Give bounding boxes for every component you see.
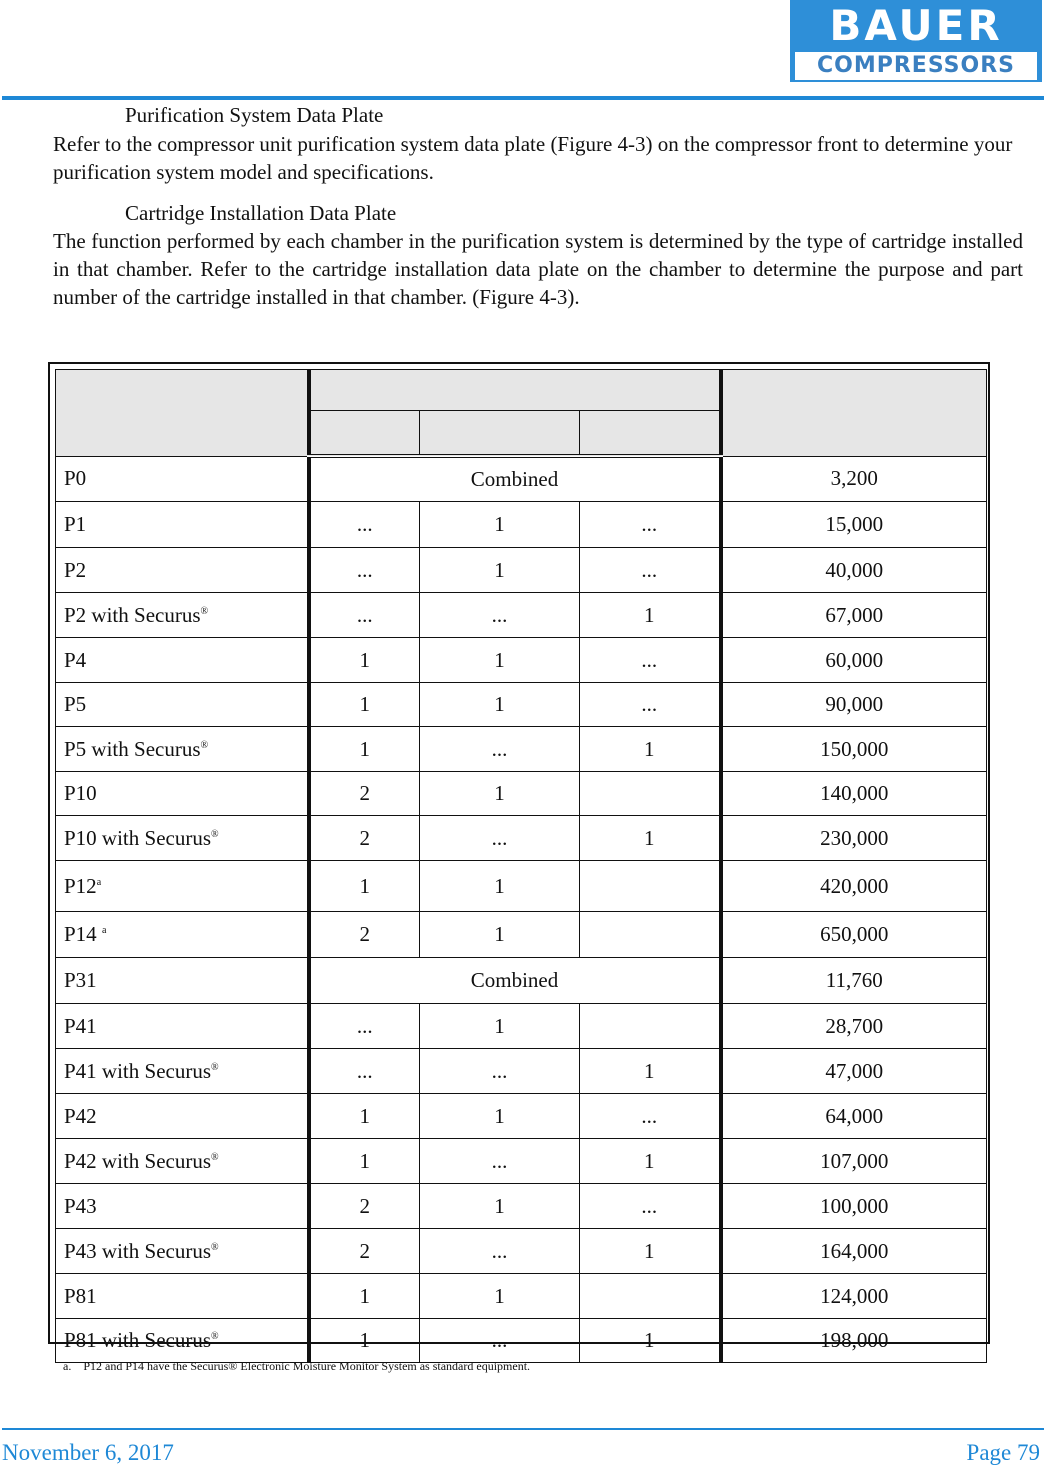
purifier-table (55, 369, 987, 1363)
value-cell: 164,000 (721, 1229, 987, 1274)
chamber-3-cell: 1 (580, 1049, 721, 1094)
chamber-3-cell: ... (580, 548, 721, 593)
page-number: Page 79 (966, 1440, 1040, 1465)
model-name: P5 with Securus (64, 736, 201, 761)
model-cell (56, 1274, 309, 1319)
header-cell (420, 411, 580, 457)
table-row (56, 683, 987, 727)
chamber-3-cell (580, 912, 721, 958)
chamber-3-cell: 1 (580, 1319, 721, 1363)
chamber-1-cell: 1 (309, 1274, 420, 1319)
header-cell (309, 370, 721, 411)
table-row (56, 1004, 987, 1049)
value-cell: 107,000 (721, 1139, 987, 1184)
chamber-1-cell: 1 (309, 727, 420, 772)
chamber-3-cell (580, 861, 721, 912)
model-cell (56, 548, 309, 593)
model-sup: ® (211, 1331, 219, 1342)
chamber-2-cell: 1 (420, 772, 580, 816)
model-sup: ® (211, 1061, 219, 1073)
chamber-2-cell: 1 (420, 861, 580, 912)
table-row (56, 772, 987, 816)
model-cell (56, 683, 309, 727)
chamber-1-cell: ... (309, 1049, 420, 1094)
model-sup: ® (211, 1241, 219, 1253)
table-row (56, 502, 987, 548)
table-row (56, 1094, 987, 1139)
value-cell: 60,000 (721, 638, 987, 683)
model-sup: ® (211, 1151, 219, 1163)
chamber-3-cell: ... (580, 638, 721, 683)
value-cell: 47,000 (721, 1049, 987, 1094)
chamber-3-cell: 1 (580, 1139, 721, 1184)
value-cell: 67,000 (721, 593, 987, 638)
model-name: P43 (64, 1193, 97, 1218)
model-name: P10 with Securus (64, 825, 211, 850)
table-row (56, 1229, 987, 1274)
model-name: P14 (64, 922, 102, 946)
chamber-3-cell: ... (580, 683, 721, 727)
value-cell: 100,000 (721, 1184, 987, 1229)
footnote-text: P12 and P14 have the Securus® Electronic Moisture Monitor System as standard equipment. (83, 1359, 531, 1373)
value-cell: 3,200 (721, 456, 987, 502)
model-name: P2 with Securus (64, 602, 201, 627)
value-cell: 124,000 (721, 1274, 987, 1319)
chamber-2-cell: ... (420, 1049, 580, 1094)
chamber-2-cell: 1 (420, 502, 580, 548)
model-cell (56, 593, 309, 638)
model-name: P2 (64, 557, 87, 582)
header-cell (309, 411, 420, 457)
model-cell (56, 502, 309, 548)
model-cell (56, 1229, 309, 1274)
chamber-1-cell: 1 (309, 683, 420, 727)
chamber-3-cell (580, 1274, 721, 1319)
model-name: P12 (64, 873, 97, 898)
table-row (56, 1139, 987, 1184)
chamber-1-cell: 2 (309, 816, 420, 861)
footer-rule (2, 1428, 1044, 1430)
header-rule (2, 96, 1044, 100)
model-cell (56, 772, 309, 816)
chamber-1-cell: 1 (309, 861, 420, 912)
table-row (56, 548, 987, 593)
model-cell (56, 1139, 309, 1184)
model-cell (56, 1004, 309, 1049)
chamber-1-cell: 1 (309, 1319, 420, 1363)
chamber-1-cell: 2 (309, 912, 420, 958)
header-cell (580, 411, 721, 457)
chamber-1-cell: 2 (309, 772, 420, 816)
chamber-2-cell: ... (420, 816, 580, 861)
table-row (56, 593, 987, 638)
table-row (56, 816, 987, 861)
model-sup: ® (211, 828, 219, 840)
model-sup: a (101, 925, 107, 936)
logo-text: BAUER (829, 1, 1003, 50)
value-cell: 90,000 (721, 683, 987, 727)
section-body: The function performed by each chamber in the purification system is determined by the type of cartridge installed in that chamber. Refer to the cartridge installation data plate on the chamber to determine the purpose and part number of the cartridge installed in that chamber. (Figure 4-3). (53, 229, 1023, 309)
value-cell: 140,000 (721, 772, 987, 816)
value-cell: 15,000 (721, 502, 987, 548)
model-sup: ® (200, 605, 209, 617)
header-cell (56, 370, 309, 457)
chamber-1-cell: 2 (309, 1229, 420, 1274)
chamber-2-cell: 1 (420, 1004, 580, 1049)
chamber-1-cell: 1 (309, 638, 420, 683)
model-name: P5 (64, 692, 87, 716)
model-name: P4 (64, 647, 87, 672)
chamber-1-cell: ... (309, 593, 420, 638)
chamber-2-cell: 1 (420, 1184, 580, 1229)
chamber-1-cell: ... (309, 548, 420, 593)
table-row (56, 861, 987, 912)
combined-cell: Combined (309, 456, 721, 502)
model-name: P41 with Securus (64, 1058, 211, 1083)
value-cell: 650,000 (721, 912, 987, 958)
chamber-3-cell: 1 (580, 1229, 721, 1274)
model-cell (56, 727, 309, 772)
model-cell (56, 958, 309, 1004)
value-cell: 64,000 (721, 1094, 987, 1139)
section-heading: Cartridge Installation Data Plate (125, 201, 397, 225)
chamber-2-cell: ... (420, 1229, 580, 1274)
value-cell: 198,000 (721, 1319, 987, 1363)
logo-subtext: COMPRESSORS (795, 52, 1037, 80)
chamber-3-cell: 1 (580, 593, 721, 638)
table-row (56, 456, 987, 502)
value-cell: 420,000 (721, 861, 987, 912)
chamber-3-cell: ... (580, 1094, 721, 1139)
chamber-1-cell: 1 (309, 1139, 420, 1184)
chamber-1-cell: ... (309, 502, 420, 548)
table-row (56, 1049, 987, 1094)
model-name: P1 (64, 512, 87, 536)
footer-date: November 6, 2017 (2, 1440, 174, 1465)
table-row (56, 958, 987, 1004)
value-cell: 28,700 (721, 1004, 987, 1049)
chamber-3-cell: 1 (580, 816, 721, 861)
model-name: P42 with Securus (64, 1148, 211, 1173)
chamber-2-cell: ... (420, 1139, 580, 1184)
chamber-2-cell: 1 (420, 683, 580, 727)
model-cell (56, 1049, 309, 1094)
chamber-2-cell: 1 (420, 548, 580, 593)
chamber-3-cell: ... (580, 1184, 721, 1229)
model-name: P41 (64, 1013, 97, 1038)
chamber-3-cell: ... (580, 502, 721, 548)
model-sup: a (96, 876, 102, 888)
model-sup: ® (200, 739, 209, 751)
value-cell: 11,760 (721, 958, 987, 1004)
chamber-3-cell (580, 1004, 721, 1049)
footnote-mark: a. (63, 1359, 72, 1373)
model-cell (56, 1319, 309, 1363)
chamber-2-cell: ... (420, 727, 580, 772)
value-cell: 150,000 (721, 727, 987, 772)
model-name: P81 with Securus (64, 1328, 211, 1352)
value-cell: 40,000 (721, 548, 987, 593)
table-row (56, 1274, 987, 1319)
model-cell (56, 638, 309, 683)
model-cell (56, 861, 309, 912)
table-row (56, 1184, 987, 1229)
bauer-logo (790, 0, 1042, 82)
chamber-2-cell: 1 (420, 1094, 580, 1139)
table-row (56, 1319, 987, 1363)
section-heading: Purification System Data Plate (125, 103, 384, 127)
model-cell (56, 1184, 309, 1229)
chamber-2-cell: 1 (420, 638, 580, 683)
table-row (56, 638, 987, 683)
model-name: P0 (64, 466, 87, 491)
chamber-2-cell: ... (420, 1319, 580, 1363)
model-cell (56, 456, 309, 502)
model-cell (56, 816, 309, 861)
model-name: P10 (64, 781, 97, 805)
footnote (63, 1359, 530, 1374)
chamber-1-cell: 2 (309, 1184, 420, 1229)
model-name: P43 with Securus (64, 1238, 211, 1263)
chamber-1-cell: ... (309, 1004, 420, 1049)
model-cell (56, 1094, 309, 1139)
model-name: P81 (64, 1283, 97, 1308)
table-row (56, 912, 987, 958)
chamber-3-cell: 1 (580, 727, 721, 772)
chamber-2-cell: 1 (420, 912, 580, 958)
chamber-2-cell: ... (420, 593, 580, 638)
model-cell (56, 912, 309, 958)
chamber-1-cell: 1 (309, 1094, 420, 1139)
model-name: P42 (64, 1103, 97, 1128)
header-cell (721, 370, 987, 457)
chamber-2-cell: 1 (420, 1274, 580, 1319)
section-body: Refer to the compressor unit purification system data plate (Figure 4-3) on the compressor front to determine your purification system model and specifications. (53, 132, 1013, 184)
combined-cell: Combined (309, 958, 721, 1004)
model-name: P31 (64, 968, 97, 992)
chamber-3-cell (580, 772, 721, 816)
value-cell: 230,000 (721, 816, 987, 861)
table-row (56, 727, 987, 772)
